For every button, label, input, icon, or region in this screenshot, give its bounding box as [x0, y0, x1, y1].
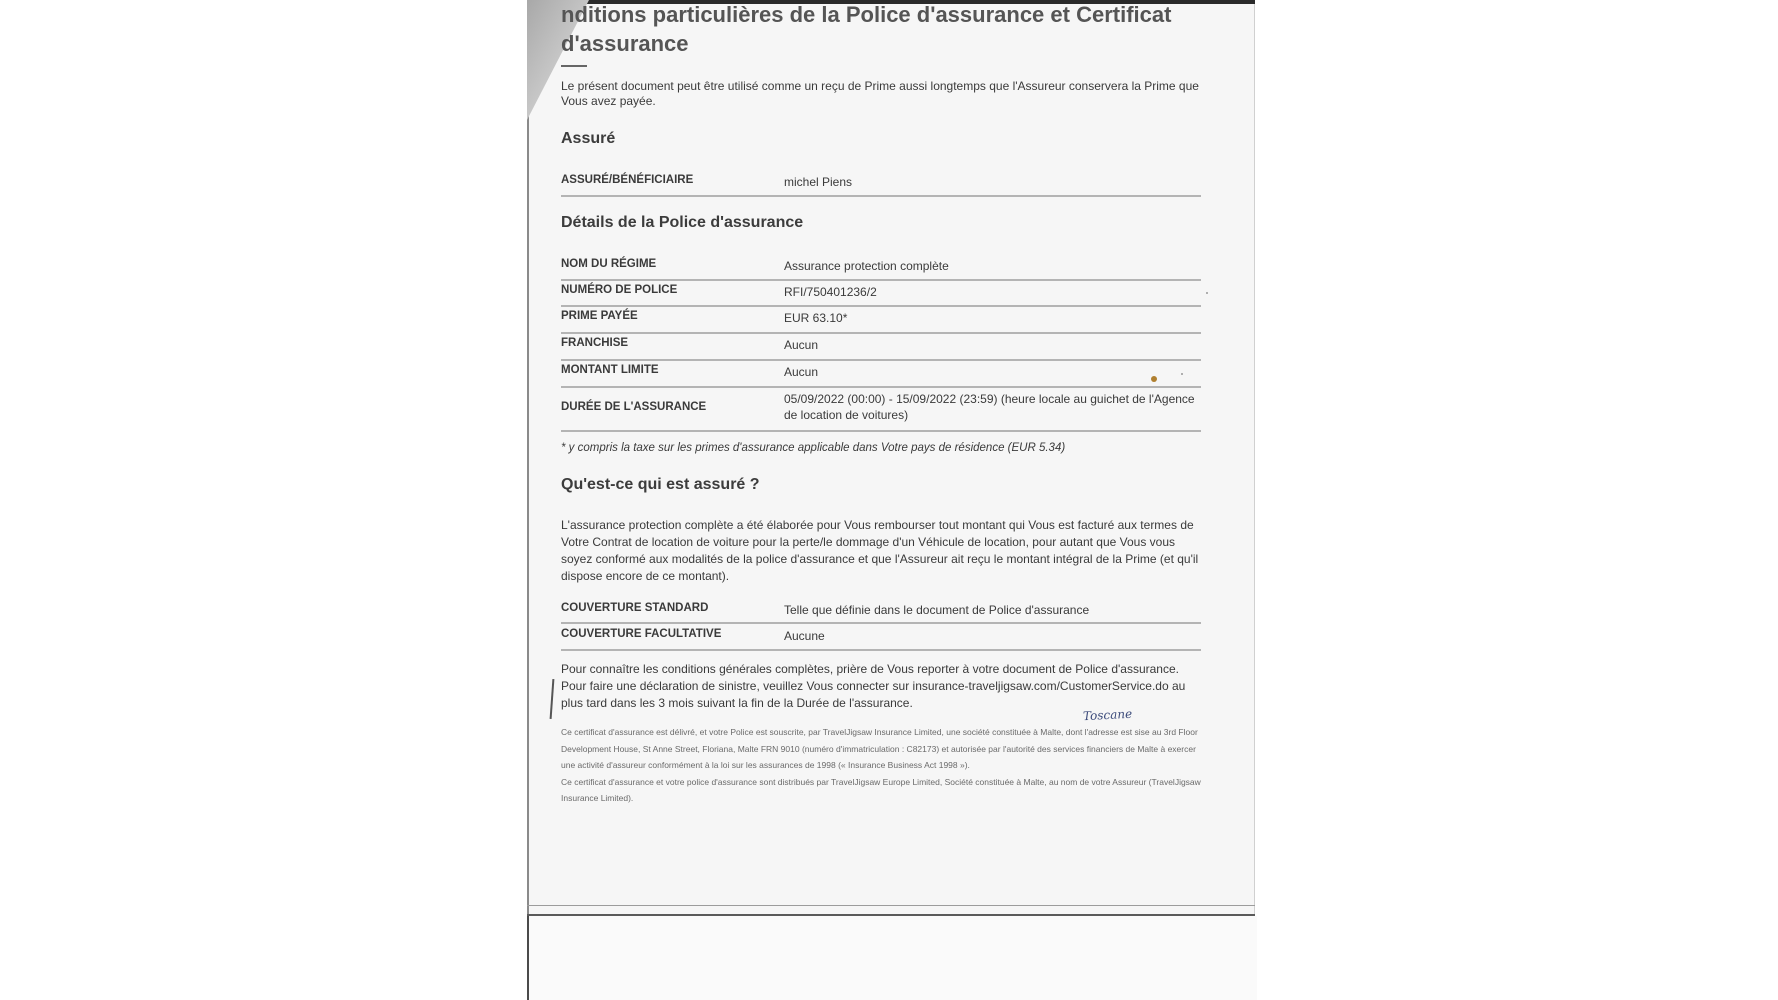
row-value: michel Piens	[784, 175, 853, 189]
document-title: nditions particulières de la Police d'assurance et Certificat d'assurance	[561, 2, 1172, 56]
row-label: COUVERTURE STANDARD	[561, 602, 709, 614]
coverage-description: L'assurance protection complète a été élaborée pour Vous rembourser tout montant qui Vous est facturé aux termes de Votre Contrat de location de voiture pour la perte/le dommage d'un Véhicule de location, pour autant que Vous vous soyez conformé aux modalités de la police d'assurance et que l'Assureur ait reçu le montant intégral de la Prime (et qu'il dispose encore de ce montant).	[561, 518, 1199, 583]
row-label: NOM DU RÉGIME	[561, 258, 657, 270]
row-value: RFI/750401236/2	[784, 285, 877, 299]
intro-text: Le présent document peut être utilisé comme un reçu de Prime aussi longtemps que l'Assureur conservera la Prime que Vous avez payée.	[561, 79, 1199, 108]
page-edge	[527, 905, 1255, 906]
lower-sheet	[527, 916, 1257, 1000]
section-title-details: Détails de la Police d'assurance	[561, 214, 804, 231]
row-value: Assurance protection complète	[784, 259, 949, 273]
table-row	[561, 334, 1201, 361]
row-label: ASSURÉ/BÉNÉFICIAIRE	[561, 174, 694, 186]
row-value: 05/09/2022 (00:00) - 15/09/2022 (23:59) (heure locale au guichet de l'Agence de location de voitures)	[784, 392, 1195, 422]
table-row	[561, 307, 1201, 334]
section-title-assure: Assuré	[561, 130, 616, 147]
tax-note: * y compris la taxe sur les primes d'assurance applicable dans Votre pays de résidence (EUR 5.34)	[561, 442, 1066, 454]
section-title-coverage: Qu'est-ce qui est assuré ?	[561, 476, 760, 493]
row-label: DURÉE DE L'ASSURANCE	[561, 401, 707, 413]
title-underline	[561, 65, 587, 67]
fine-print	[561, 724, 1201, 807]
table-row	[561, 281, 1201, 307]
row-label: PRIME PAYÉE	[561, 310, 638, 322]
table-row	[561, 388, 1201, 432]
row-label: COUVERTURE FACULTATIVE	[561, 628, 722, 640]
handwritten-note: Toscane	[1082, 706, 1133, 724]
fine-print-issuer: Ce certificat d'assurance est délivré, et votre Police est souscrite, par TravelJigsaw Insurance Limited, une société constituée à Malte, dont l'adresse est sise au 3rd Floor Development House, St Anne Street, Floriana, Malte FRN 9010 (numéro d'immatriculation : C82173) et autorisée par l'autorité des services financiers de Malte à exercer une activité d'assureur conformément à la loi sur les assurances de 1998 (« Insurance Business Act 1998 »).	[561, 727, 1198, 770]
row-value: Telle que définie dans le document de Police d'assurance	[784, 603, 1090, 617]
fine-print-distributor: Ce certificat d'assurance et votre police d'assurance sont distribués par TravelJigsaw Europe Limited, Société constituée à Malte, au nom de votre Assureur (TravelJigsaw Insurance Limited).	[561, 776, 1201, 803]
conditions-text: Pour connaître les conditions générales complètes, prière de Vous reporter à votre document de Police d'assurance. Pour faire une déclaration de sinistre, veuillez Vous connecter sur insurance-traveljigsaw.com/CustomerService.do au plus tard dans les 3 mois suivant la fin de la Durée de l'assurance.	[561, 662, 1186, 710]
paper-speck	[1151, 376, 1157, 382]
row-value: EUR 63.10*	[784, 311, 848, 325]
row-value: Aucun	[784, 365, 819, 379]
table-row	[561, 253, 1201, 281]
table-row	[561, 598, 1201, 624]
table-row	[561, 624, 1201, 651]
row-label: MONTANT LIMITE	[561, 364, 659, 376]
table-row	[561, 168, 1201, 197]
row-value: Aucun	[784, 338, 819, 352]
table-row	[561, 361, 1201, 388]
paper-speck	[1181, 373, 1183, 375]
scanned-page	[527, 0, 1255, 1000]
paper-speck	[1206, 292, 1208, 294]
row-label: FRANCHISE	[561, 337, 629, 349]
row-value: Aucune	[784, 629, 825, 643]
row-label: NUMÉRO DE POLICE	[561, 284, 678, 296]
pen-mark	[550, 679, 555, 719]
